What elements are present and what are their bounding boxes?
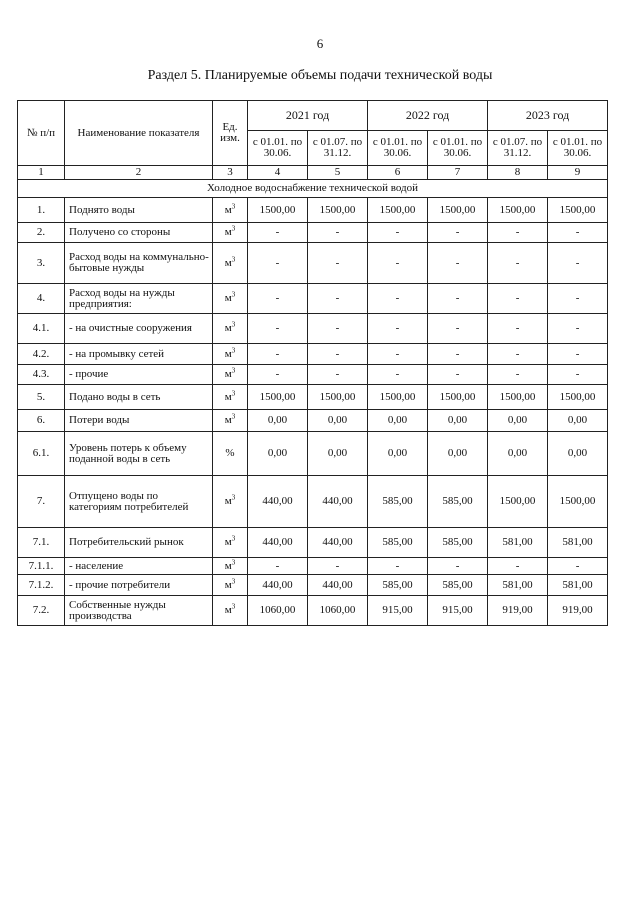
row-value: -	[428, 365, 488, 385]
row-value: 581,00	[488, 575, 548, 596]
row-value: -	[548, 243, 608, 284]
section-title: Холодное водоснабжение технической водой	[18, 180, 608, 198]
column-number: 6	[368, 166, 428, 180]
row-value: 1500,00	[308, 385, 368, 410]
row-value: 1500,00	[488, 198, 548, 223]
row-value: 1060,00	[308, 596, 368, 626]
header-year-2022: 2022 год	[368, 101, 488, 131]
unit-base: м	[224, 368, 232, 380]
row-value: -	[248, 344, 308, 365]
row-value: 0,00	[488, 432, 548, 476]
unit-exponent: 3	[231, 412, 236, 421]
unit-base: м	[224, 578, 232, 591]
row-value: -	[488, 344, 548, 365]
column-number: 7	[428, 166, 488, 180]
row-value: 1500,00	[548, 476, 608, 528]
unit-exponent: 3	[231, 201, 236, 210]
row-value: 581,00	[548, 528, 608, 558]
table-row	[18, 365, 608, 385]
unit-base: м	[224, 559, 232, 572]
row-indicator-name: Потребительский рынок	[65, 528, 213, 558]
unit-base: %	[225, 447, 235, 459]
header-period: с 01.07. по 31.12.	[488, 131, 548, 166]
row-value: 0,00	[248, 432, 308, 476]
unit-exponent: 3	[231, 254, 236, 263]
unit-base: м	[224, 322, 232, 334]
row-value: 0,00	[548, 410, 608, 432]
unit-exponent: 3	[231, 290, 236, 299]
row-number: 7.1.1.	[18, 558, 65, 575]
row-value: 581,00	[488, 528, 548, 558]
unit-exponent: 3	[231, 534, 236, 543]
row-number: 7.	[18, 476, 65, 528]
table-row	[18, 223, 608, 243]
header-year-2021: 2021 год	[248, 101, 368, 131]
row-indicator-name: Поднято воды	[65, 198, 213, 223]
unit-exponent: 3	[231, 602, 236, 611]
water-supply-table	[17, 100, 608, 626]
row-value: -	[308, 344, 368, 365]
row-number: 7.2.	[18, 596, 65, 626]
row-value: 440,00	[308, 575, 368, 596]
table-row	[18, 198, 608, 223]
row-value: 585,00	[428, 528, 488, 558]
row-value: -	[308, 365, 368, 385]
row-value: 585,00	[428, 575, 488, 596]
row-unit	[213, 575, 248, 596]
header-period: с 01.01. по 30.06.	[368, 131, 428, 166]
header-row-years	[18, 101, 608, 131]
row-number: 4.1.	[18, 314, 65, 344]
row-value: 915,00	[428, 596, 488, 626]
row-value: -	[308, 223, 368, 243]
row-unit	[213, 284, 248, 314]
unit-exponent: 3	[231, 576, 236, 585]
row-value: -	[368, 558, 428, 575]
table-row	[18, 410, 608, 432]
row-unit	[213, 528, 248, 558]
row-value: -	[488, 243, 548, 284]
row-value: 0,00	[308, 410, 368, 432]
row-value: -	[428, 223, 488, 243]
row-value: 1500,00	[548, 385, 608, 410]
row-value: 0,00	[308, 432, 368, 476]
row-value: 1500,00	[488, 385, 548, 410]
row-number: 4.3.	[18, 365, 65, 385]
row-value: 1500,00	[488, 476, 548, 528]
row-value: -	[308, 314, 368, 344]
row-indicator-name: - прочие потребители	[65, 575, 213, 596]
row-value: 440,00	[248, 575, 308, 596]
row-indicator-name: Подано воды в сеть	[65, 385, 213, 410]
row-number: 7.1.2.	[18, 575, 65, 596]
table-row	[18, 596, 608, 626]
row-value: 1500,00	[368, 385, 428, 410]
unit-base: м	[224, 495, 232, 507]
row-value: -	[428, 284, 488, 314]
row-value: -	[368, 223, 428, 243]
row-value: -	[248, 314, 308, 344]
row-value: 919,00	[488, 596, 548, 626]
unit-exponent: 3	[231, 345, 236, 354]
row-value: -	[428, 558, 488, 575]
row-number: 7.1.	[18, 528, 65, 558]
row-indicator-name: - население	[65, 558, 213, 575]
row-value: -	[308, 243, 368, 284]
row-value: -	[428, 243, 488, 284]
row-value: 1500,00	[308, 198, 368, 223]
unit-exponent: 3	[231, 557, 236, 566]
row-value: -	[248, 558, 308, 575]
row-unit	[213, 198, 248, 223]
row-number: 6.1.	[18, 432, 65, 476]
row-value: 0,00	[428, 410, 488, 432]
row-indicator-name: - на очистные сооружения	[65, 314, 213, 344]
row-value: -	[368, 365, 428, 385]
row-value: 1500,00	[548, 198, 608, 223]
unit-base: м	[224, 536, 232, 548]
row-value: 1500,00	[248, 198, 308, 223]
column-number: 5	[308, 166, 368, 180]
unit-base: м	[224, 390, 232, 403]
table-row	[18, 575, 608, 596]
row-number: 3.	[18, 243, 65, 284]
row-value: -	[548, 365, 608, 385]
row-indicator-name: Уровень потерь к объему поданной воды в сеть	[65, 432, 213, 476]
row-unit	[213, 314, 248, 344]
row-indicator-name: - на промывку сетей	[65, 344, 213, 365]
row-value: 440,00	[308, 528, 368, 558]
document-title: Раздел 5. Планируемые объемы подачи технической воды	[147, 68, 493, 83]
row-value: 585,00	[368, 575, 428, 596]
row-value: -	[548, 314, 608, 344]
section-row	[18, 180, 608, 198]
row-indicator-name: Собственные нужды производства	[65, 596, 213, 626]
row-unit	[213, 385, 248, 410]
row-value: 440,00	[248, 528, 308, 558]
row-unit	[213, 344, 248, 365]
row-indicator-name: Потери воды	[65, 410, 213, 432]
row-value: 1500,00	[248, 385, 308, 410]
row-unit	[213, 558, 248, 575]
row-value: 585,00	[368, 528, 428, 558]
table-row	[18, 344, 608, 365]
unit-base: м	[224, 414, 232, 426]
row-value: -	[428, 314, 488, 344]
header-num: № п/п	[18, 101, 65, 166]
row-indicator-name: Отпущено воды по категориям потребителей	[65, 476, 213, 528]
table-row	[18, 432, 608, 476]
row-value: -	[368, 314, 428, 344]
header-period: с 01.07. по 31.12.	[308, 131, 368, 166]
row-value: -	[248, 243, 308, 284]
column-number: 3	[213, 166, 248, 180]
row-indicator-name: Расход воды на нужды предприятия:	[65, 284, 213, 314]
table-row	[18, 243, 608, 284]
row-unit	[213, 243, 248, 284]
row-value: 1500,00	[428, 198, 488, 223]
row-number: 5.	[18, 385, 65, 410]
row-value: -	[248, 223, 308, 243]
row-number: 4.	[18, 284, 65, 314]
row-value: -	[548, 558, 608, 575]
row-value: 1500,00	[428, 385, 488, 410]
row-number: 1.	[18, 198, 65, 223]
row-value: 1500,00	[368, 198, 428, 223]
table-row	[18, 284, 608, 314]
row-value: -	[308, 284, 368, 314]
row-value: -	[488, 223, 548, 243]
row-value: 0,00	[428, 432, 488, 476]
column-number: 2	[65, 166, 213, 180]
header-unit: Ед. изм.	[213, 101, 248, 166]
unit-exponent: 3	[231, 320, 236, 329]
unit-base: м	[224, 256, 232, 269]
row-number: 4.2.	[18, 344, 65, 365]
header-period: с 01.01. по 30.06.	[428, 131, 488, 166]
row-value: -	[488, 314, 548, 344]
header-year-2023: 2023 год	[488, 101, 608, 131]
row-value: 585,00	[368, 476, 428, 528]
row-value: -	[248, 284, 308, 314]
row-value: 440,00	[248, 476, 308, 528]
row-value: 919,00	[548, 596, 608, 626]
table-row	[18, 385, 608, 410]
row-value: 0,00	[368, 432, 428, 476]
row-value: -	[548, 344, 608, 365]
row-value: -	[488, 365, 548, 385]
unit-exponent: 3	[231, 366, 236, 375]
column-number: 9	[548, 166, 608, 180]
row-unit	[213, 365, 248, 385]
row-number: 6.	[18, 410, 65, 432]
unit-base: м	[224, 347, 232, 360]
row-value: 0,00	[248, 410, 308, 432]
table-row	[18, 558, 608, 575]
row-value: 0,00	[368, 410, 428, 432]
page-number: 6	[316, 36, 324, 51]
row-value: 440,00	[308, 476, 368, 528]
unit-exponent: 3	[231, 493, 236, 502]
row-value: -	[248, 365, 308, 385]
table-row	[18, 314, 608, 344]
row-value: -	[488, 284, 548, 314]
row-unit	[213, 432, 248, 476]
row-value: -	[548, 223, 608, 243]
header-period: с 01.01. по 30.06.	[248, 131, 308, 166]
row-value: 585,00	[428, 476, 488, 528]
unit-exponent: 3	[231, 224, 236, 233]
row-indicator-name: Получено со стороны	[65, 223, 213, 243]
row-indicator-name: - прочие	[65, 365, 213, 385]
row-value: -	[368, 243, 428, 284]
column-number: 4	[248, 166, 308, 180]
row-value: -	[308, 558, 368, 575]
unit-base: м	[224, 604, 232, 616]
column-number: 1	[18, 166, 65, 180]
unit-base: м	[224, 292, 232, 304]
table-row	[18, 476, 608, 528]
row-value: -	[428, 344, 488, 365]
row-value: -	[368, 284, 428, 314]
unit-exponent: 3	[231, 388, 236, 397]
row-value: 581,00	[548, 575, 608, 596]
row-value: -	[488, 558, 548, 575]
row-unit	[213, 410, 248, 432]
unit-base: м	[224, 203, 232, 216]
row-unit	[213, 476, 248, 528]
header-name: Наименование показателя	[65, 101, 213, 166]
column-number-row	[18, 166, 608, 180]
row-value: -	[368, 344, 428, 365]
row-value: 0,00	[488, 410, 548, 432]
row-value: 915,00	[368, 596, 428, 626]
unit-base: м	[224, 226, 232, 238]
row-unit	[213, 223, 248, 243]
row-indicator-name: Расход воды на коммунально-бытовые нужды	[65, 243, 213, 284]
row-value: -	[548, 284, 608, 314]
row-unit	[213, 596, 248, 626]
header-period: с 01.01. по 30.06.	[548, 131, 608, 166]
table-row	[18, 528, 608, 558]
row-value: 1060,00	[248, 596, 308, 626]
row-number: 2.	[18, 223, 65, 243]
column-number: 8	[488, 166, 548, 180]
row-value: 0,00	[548, 432, 608, 476]
